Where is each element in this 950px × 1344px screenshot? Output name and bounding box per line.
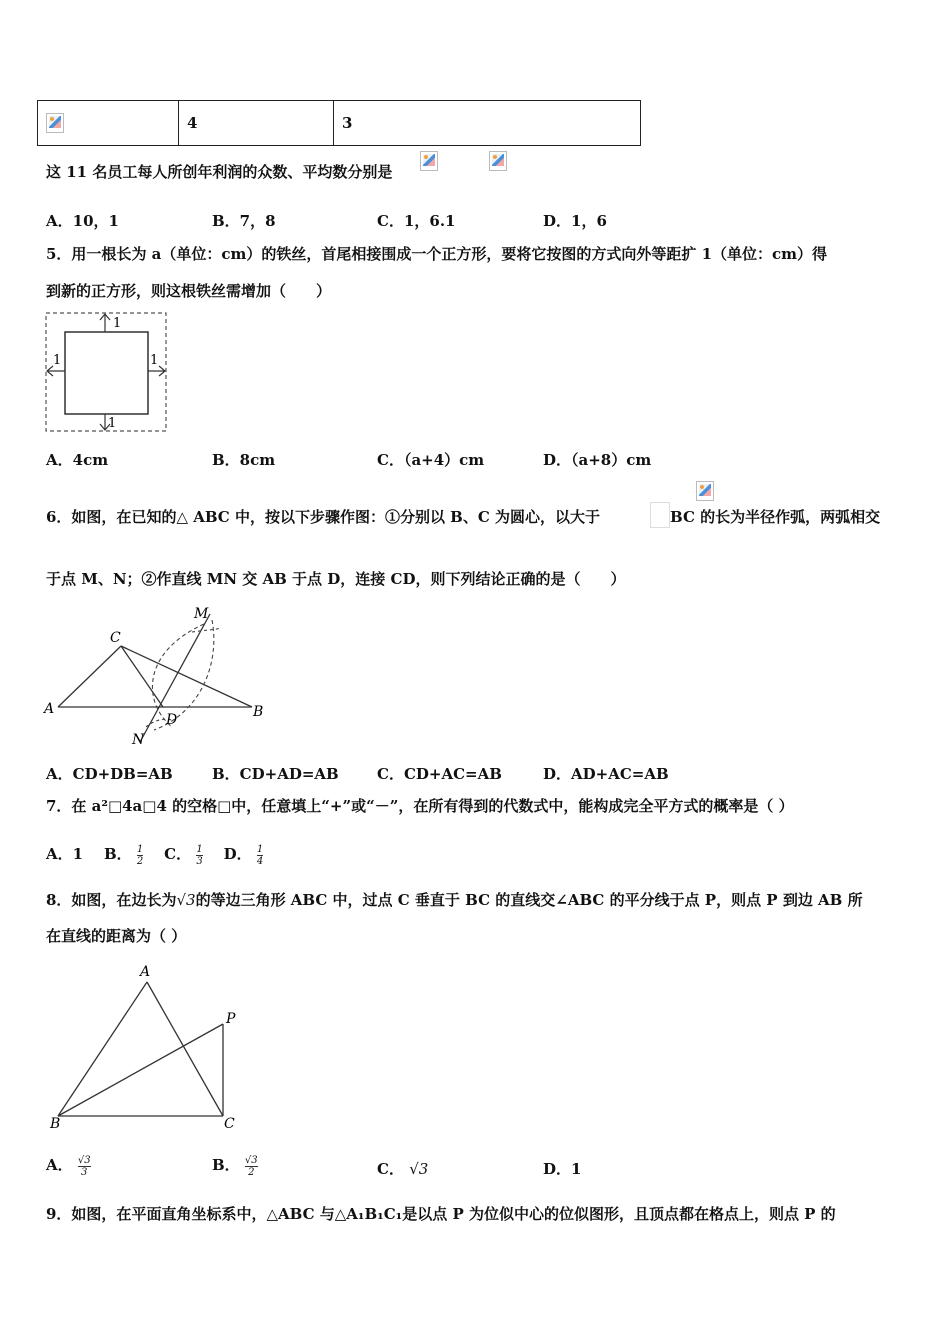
numerator: 1 <box>136 843 144 855</box>
label-N: N <box>132 732 145 748</box>
q4-option-d: D．1，6 <box>543 212 607 230</box>
q4-option-a: A．10，1 <box>46 212 119 230</box>
q8-option-b <box>212 1154 258 1178</box>
q8-stem-line1 <box>46 890 863 910</box>
label-C: C <box>224 1116 235 1132</box>
q8-option-b-label: B． <box>212 1156 240 1174</box>
q5-square-figure <box>44 311 170 435</box>
numerator: √3 <box>244 1154 258 1166</box>
q6-stem-line1b: BC 的长为半径作弧，两弧相交 <box>670 508 881 526</box>
q6-triangle-figure <box>42 602 272 748</box>
table-cell: 3 <box>334 101 641 146</box>
numerator: 1 <box>196 843 203 855</box>
numerator: √3 <box>77 1154 91 1166</box>
broken-image-icon <box>489 151 507 171</box>
broken-image-icon <box>420 151 438 171</box>
q7-option-d-fraction <box>257 844 263 867</box>
q4-option-c: C．1，6.1 <box>377 212 456 230</box>
q5-stem-line2: 到新的正方形，则这根铁丝需增加（ ） <box>46 282 332 300</box>
q6-option-b: B．CD+AD=AB <box>212 765 339 783</box>
label-P: P <box>226 1011 236 1027</box>
q8-option-a-fraction <box>78 1155 91 1178</box>
data-table <box>37 100 641 146</box>
numerator: 1 <box>256 843 264 855</box>
label-B: B <box>253 704 264 720</box>
table-row <box>38 101 641 146</box>
q8-option-c <box>377 1158 428 1179</box>
q7-option-c-label: C． <box>164 845 192 863</box>
q6-stem-line2: 于点 M、N；②作直线 MN 交 AB 于点 D，连接 CD，则下列结论正确的是（ ） <box>46 570 626 588</box>
label-B: B <box>50 1116 61 1132</box>
broken-image-icon <box>696 481 714 501</box>
q7-option-b-label: B． <box>103 845 132 863</box>
q8-stem-part2: 的等边三角形 ABC 中，过点 C 垂直于 BC 的直线交∠ABC 的平分线于点 P，则点 P 到边 AB 所 <box>195 891 863 909</box>
table-cell-image <box>38 101 179 146</box>
q5-option-a: A．4cm <box>46 451 109 469</box>
q6-option-d: D．AD+AC=AB <box>543 765 669 783</box>
q5-option-c: C．（a+4）cm <box>377 451 485 469</box>
q8-stem-part1: 8．如图，在边长为 <box>46 891 177 909</box>
q4-stem <box>46 162 392 182</box>
denominator: 3 <box>78 1166 91 1178</box>
q7-option-b-fraction <box>137 844 143 867</box>
q7-option-c-fraction <box>196 844 202 867</box>
denominator: 2 <box>136 855 144 867</box>
q7-option-d-label: D． <box>223 845 252 863</box>
q8-stem-line2: 在直线的距离为（ ） <box>46 927 187 945</box>
q5-stem-line1: 5．用一根长为 a（单位：cm）的铁丝，首尾相接围成一个正方形，要将它按图的方式向外等距扩 1（单位：cm）得 <box>46 245 828 263</box>
q9-stem-line1: 9．如图，在平面直角坐标系中，△ABC 与△A₁B₁C₁是以点 P 为位似中心的位似图形，且顶点都在格点上，则点 P 的 <box>46 1205 836 1223</box>
q6-stem-line1a: 6．如图，在已知的△ ABC 中，按以下步骤作图：①分别以 B、C 为圆心，以大于 <box>46 508 601 526</box>
q6-option-c: C．CD+AC=AB <box>377 765 502 783</box>
q4-stem-text: 这 11 名员工每人所创年利润的众数、平均数分别是 <box>46 163 393 181</box>
broken-image-icon <box>46 113 64 133</box>
q7-options <box>46 843 263 867</box>
q8-option-a-label: A． <box>46 1156 73 1174</box>
q8-option-a <box>46 1154 91 1178</box>
label-top: 1 <box>113 316 122 331</box>
q7-option-a: A．1 <box>46 845 84 863</box>
label-A: A <box>44 701 55 717</box>
label-right: 1 <box>150 353 159 368</box>
inner-square <box>65 332 148 414</box>
denominator: 3 <box>196 855 203 867</box>
denominator: 2 <box>245 1166 258 1178</box>
q8-option-d: D．1 <box>543 1160 582 1178</box>
label-M: M <box>194 606 209 622</box>
q5-option-b: B．8cm <box>212 451 276 469</box>
q8-option-b-fraction <box>245 1155 258 1178</box>
fraction-placeholder <box>650 502 670 528</box>
table-cell: 4 <box>179 101 334 146</box>
q7-stem: 7．在 a²□4a□4 的空格□中，任意填上“+”或“－”，在所有得到的代数式中，能构成完全平方式的概率是（ ） <box>46 797 794 815</box>
sqrt3: √3 <box>176 891 196 909</box>
label-left: 1 <box>53 353 62 368</box>
q4-option-b: B．7，8 <box>212 212 276 230</box>
label-D: D <box>166 712 178 728</box>
label-A: A <box>140 964 151 980</box>
q8-option-c-label: C． <box>377 1160 404 1178</box>
q5-option-d: D．（a+8）cm <box>543 451 652 469</box>
label-bottom: 1 <box>108 416 117 431</box>
label-C: C <box>110 630 121 646</box>
denominator: 4 <box>256 855 264 867</box>
q8-triangle-figure <box>46 960 246 1135</box>
q6-option-a: A．CD+DB=AB <box>46 765 173 783</box>
q8-option-c-value: √3 <box>409 1160 429 1178</box>
